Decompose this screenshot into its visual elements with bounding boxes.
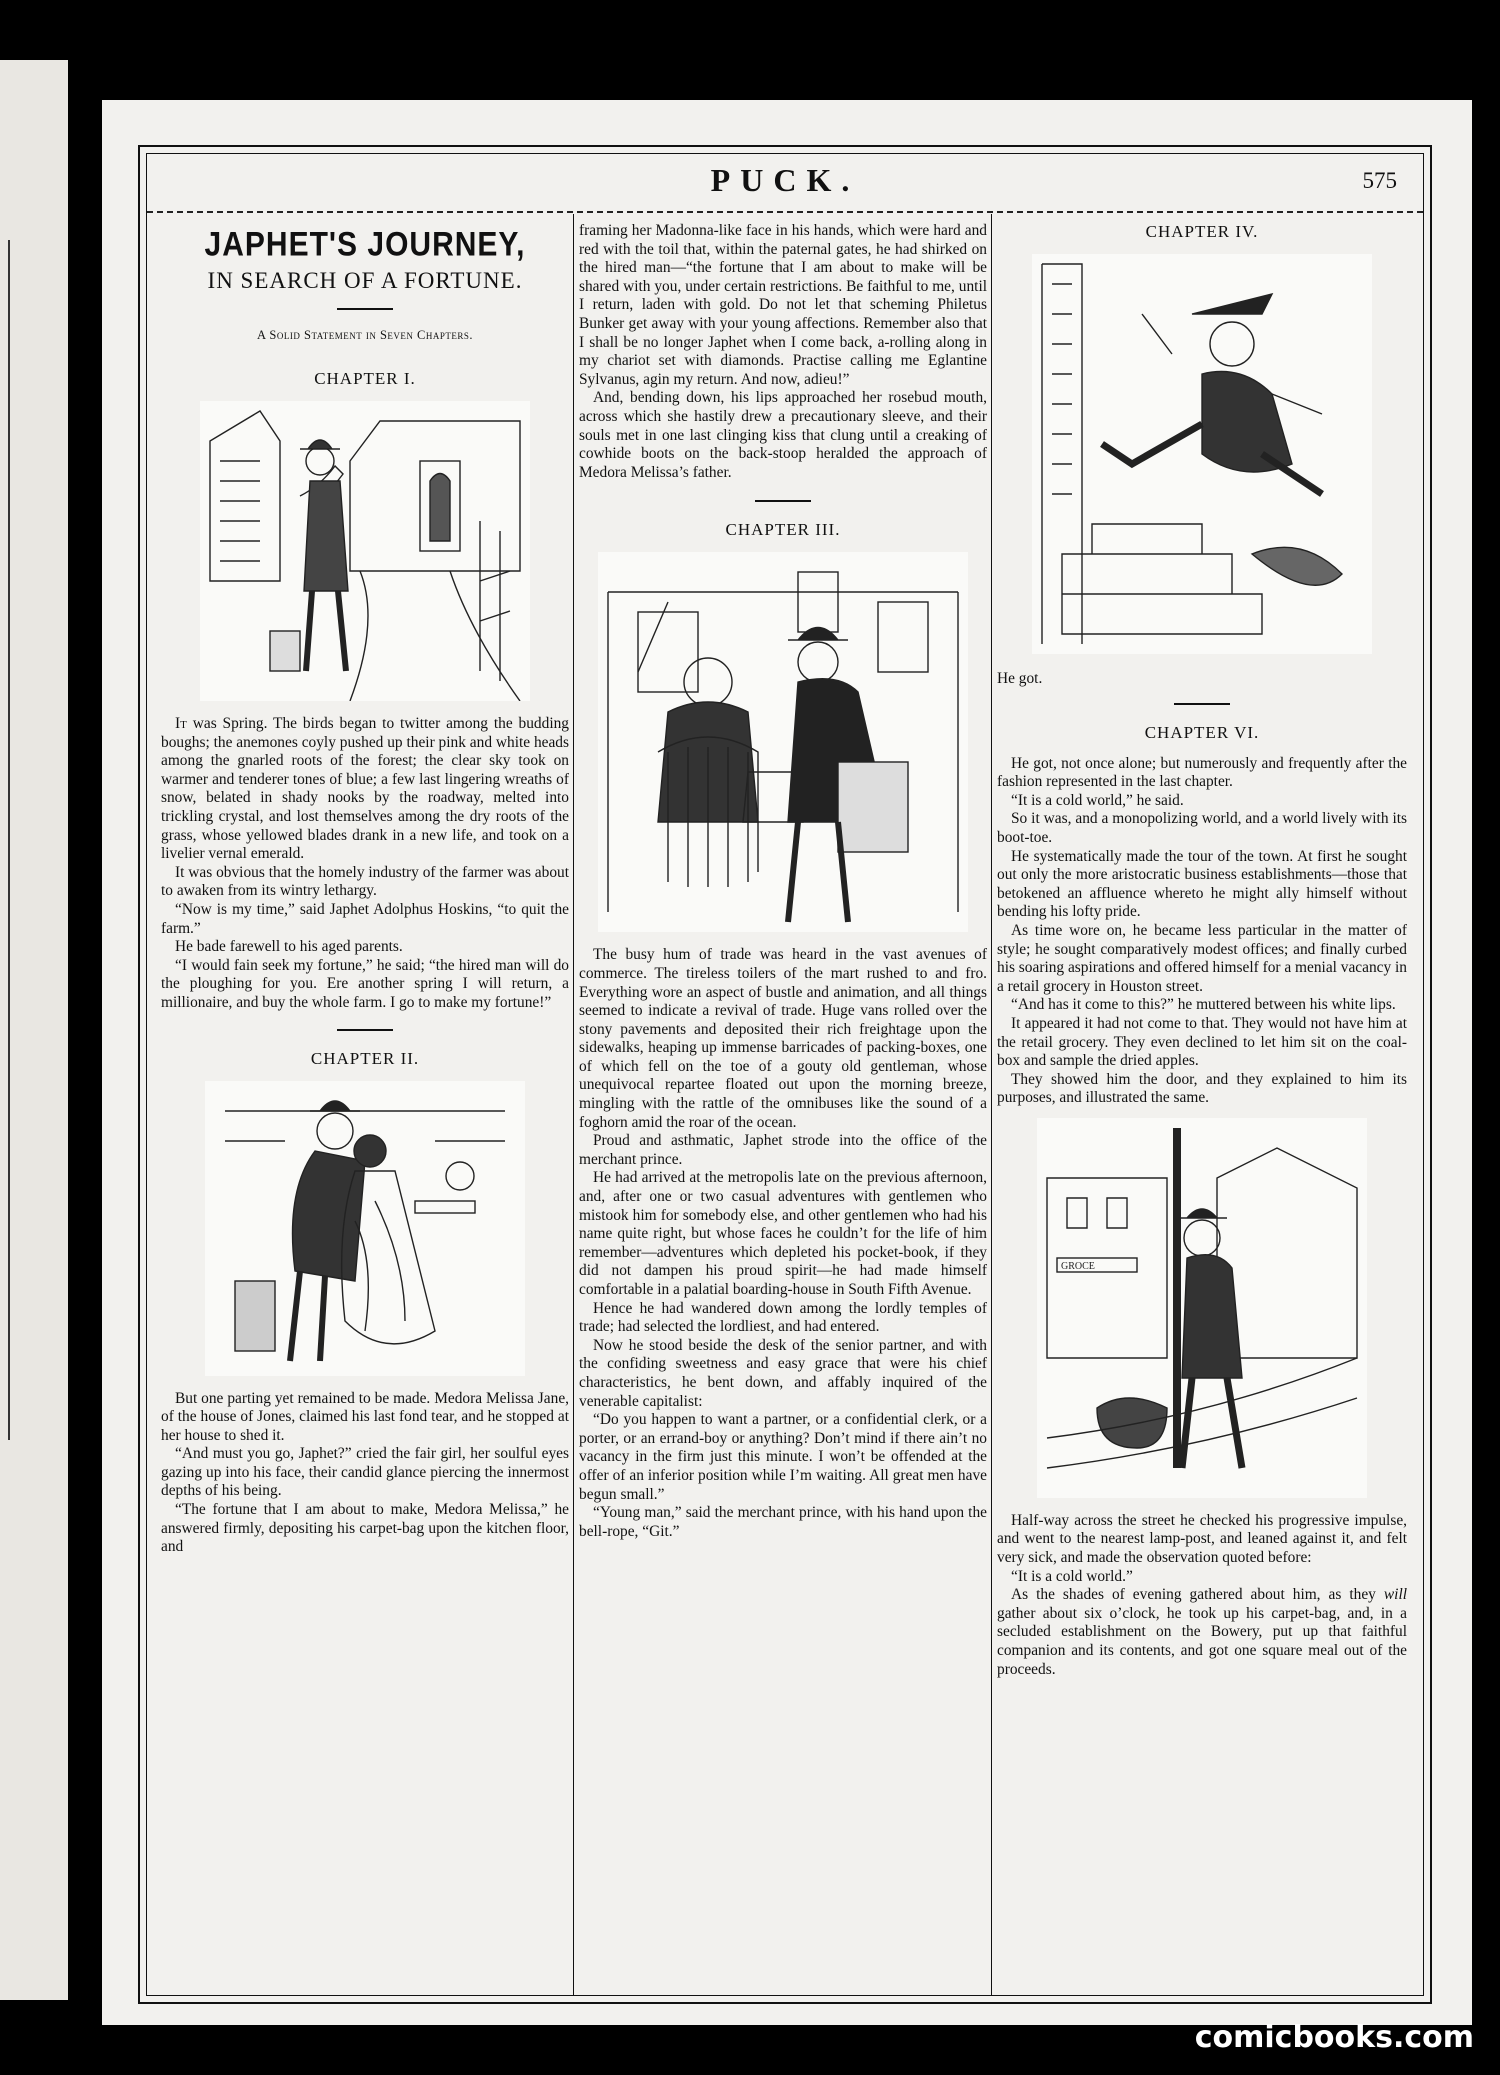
- column-2: [579, 222, 987, 1987]
- paragraph: He got, not once alone; but numerously and frequently after the fashion represented in the last chapter.: [997, 754, 1407, 791]
- paragraph: As time wore on, he became less particular in the matter of style; he sought comparatively modest offices; and finally curbed his soaring aspirations and offered himself for a menial vacancy in a retail grocery in Houston street.: [997, 921, 1408, 995]
- paragraph: “And has it come to this?” he muttered between his white lips.: [1011, 996, 1396, 1014]
- title-rule: [337, 308, 393, 310]
- illustration-kicked-out: [1032, 254, 1372, 654]
- story-subtitle: IN SEARCH OF A FORTUNE.: [207, 268, 523, 293]
- paragraph-text: was Spring. The birds began to twitter among the budding boughs; the anemones coyly pushed up their pink and white heads among the gnarled roots of the forest; the clear sky took on warmer and tenderer tones of blue; a few last lingering wreaths of snow, belated in shady nooks by the roadway, melted into trickling crystal, and lost themselves among the dry roots of the grass, whose yellowed blades drank in a new life, and took on a livelier vernal emerald.: [161, 715, 569, 863]
- story-statement: A Solid Statement in Seven Chapters.: [256, 328, 474, 342]
- chapter-heading: CHAPTER II.: [310, 1048, 420, 1068]
- illustration-farewell-farm: [200, 401, 530, 701]
- previous-page-rule: [8, 240, 10, 1440]
- paragraph: He bade farewell to his aged parents.: [175, 938, 403, 956]
- emphasis: will: [1383, 1586, 1407, 1604]
- chapter-heading: CHAPTER VI.: [1144, 722, 1260, 742]
- column-3: [997, 222, 1407, 1987]
- paragraph: Half-way across the street he checked his progressive impulse, and went to the nearest lamp-post, and leaned against it, and felt very sick, and made the observation quoted before:: [997, 1511, 1407, 1567]
- paragraph: They showed him the door, and they explained to him its purposes, and illustrated the same.: [997, 1070, 1407, 1107]
- story-title: JAPHET'S JOURNEY,: [204, 225, 526, 264]
- paragraph: “The fortune that I am about to make, Medora Melissa,” he answered firmly, depositing his carpet-bag upon the kitchen floor, and: [161, 1501, 569, 1556]
- paragraph: He had arrived at the metropolis late on the previous afternoon, and, after one or two casual adventures with gentlemen who mistook him for somebody else, and other gentlemen who had his name quite right, but whose faces he couldn’t for the life of him remember—adventures which depleted his pocket-book, if they did not dampen his proud spirit—he had made himself comfortable in a palatial boarding-house in South Fifth Avenue.: [579, 1169, 987, 1298]
- caption: He got.: [997, 670, 1043, 687]
- magazine-page: [102, 100, 1472, 2025]
- page-frame-inner: [146, 153, 1424, 1996]
- illustration-merchant-office: [598, 552, 968, 932]
- paragraph: “It is a cold world.”: [1011, 1567, 1133, 1585]
- section-rule: [1174, 703, 1230, 705]
- paragraph: But one parting yet remained to be made. Medora Melissa Jane, of the house of Jones, claimed his last fond tear, and he stopped at her house to shed it.: [161, 1389, 569, 1444]
- paragraph-text: gather about six o’clock, he took up his carpet-bag, and, in a secluded establishment on the Bowery, put up that faithful companion and its contents, and got one square meal out of the proceeds.: [997, 1604, 1407, 1678]
- page-number: 575: [1362, 168, 1397, 193]
- grocery-sign-text: GROCE: [1061, 1260, 1095, 1272]
- paragraph-text: As the shades of evening gathered about him, as they: [1011, 1586, 1384, 1604]
- paragraph: “Do you happen to want a partner, or a confidential clerk, or a porter, or an errand-boy or anything? Don’t mind if there ain’t no vacancy in the firm just this minute. I won’t be offended at the offer of an inferior position while I’m waiting. All great men have begun small.”: [579, 1411, 987, 1503]
- paragraph: framing her Madonna-like face in his hands, which were hard and red with the toil that, within the paternal gates, he had shirked on the hired man—“the fortune that I am about to make will be shared with you, under certain restrictions. Be faithful to me, until I return, laden with gold. Do not let that scheming Philetus Bunker get away with your young affections. Remember also that I shall be no longer Japhet when I come back, a-rolling along in my chariot set with diamonds. Practise calling me Eglantine Sylvanus, agin my return. And now, adieu!”: [579, 222, 987, 388]
- paragraph: “And must you go, Japhet?” cried the fair girl, her soulful eyes gazing up into his face, their candid glance piercing the innermost depths of his being.: [161, 1445, 569, 1500]
- chapter-heading: CHAPTER III.: [725, 520, 841, 540]
- column-rule-2: [991, 214, 992, 1995]
- section-rule: [755, 500, 811, 502]
- previous-page-edge: [0, 60, 68, 2000]
- watermark: comicbooks.com: [1194, 2020, 1474, 2055]
- paragraph: Now he stood beside the desk of the senior partner, and with the confiding sweetness and easy grace that were his chief characteristics, he bent down, and affably inquired of the venerable capitalist:: [579, 1336, 987, 1410]
- paragraph: Hence he had wandered down among the lordly temples of trade; had selected the lordliest, and had entered.: [579, 1299, 987, 1336]
- column-1: [161, 222, 569, 1987]
- paragraph: It appeared it had not come to that. They would not have him at the retail grocery. They even declined to let him sit on the coal-box and sample the dried apples.: [997, 1014, 1407, 1070]
- paragraph: “Young man,” said the merchant prince, with his hand upon the bell-rope, “Git.”: [579, 1504, 987, 1540]
- paragraph: He systematically made the tour of the town. At first he sought out only the more aristocratic business establishments—those that betokened an affluence whereto he might ally himself without bending his lofty pride.: [997, 847, 1407, 921]
- paragraph: It was obvious that the homely industry of the farmer was about to awaken from its wintry lethargy.: [161, 863, 569, 900]
- paragraph: So it was, and a monopolizing world, and a world lively with its boot-toe.: [997, 810, 1407, 846]
- paragraph: “I would fain seek my fortune,” he said; “the hired man will do the ploughing for you. Ere another spring I will return, a millionaire, and buy the whole farm. I go to make my fortune!”: [161, 956, 569, 1011]
- chapter-heading: CHAPTER IV.: [1145, 222, 1259, 241]
- chapter-heading: CHAPTER I.: [314, 369, 416, 388]
- section-rule: [337, 1029, 393, 1031]
- page-frame: [138, 145, 1432, 2004]
- paragraph: Proud and asthmatic, Japhet strode into the office of the merchant prince.: [579, 1132, 987, 1168]
- masthead: [147, 162, 1423, 204]
- paragraph: The busy hum of trade was heard in the vast avenues of commerce. The tireless toilers of the mart rushed to and fro. Everything wore an aspect of bustle and animation, and all things seemed to indicate a revival of trade. Huge vans rolled over the stony pavements and deposited their rich freightage upon the sidewalks, heaping up immense barricades of packing-boxes, one of which fell on the toe of a gouty old gentleman, whose unequivocal repartee floated out upon the morning breeze, mingling with the rattle of the omnibuses like the sound of a foghorn amid the roar of the ocean.: [579, 946, 987, 1131]
- illustration-lamp-post: [1037, 1118, 1367, 1498]
- paragraph: And, bending down, his lips approached her rosebud mouth, across which she hastily drew a precautionary sleeve, and their souls met in one last clinging kiss that clung until a creaking of cowhide boots on the back-stoop heralded the approach of Medora Melissa’s father.: [579, 389, 987, 481]
- column-rule-1: [573, 214, 574, 1995]
- paragraph: “It is a cold world,” he said.: [1011, 791, 1184, 809]
- paragraph: [161, 715, 569, 864]
- drop-word: It: [175, 715, 187, 732]
- masthead-rule: [147, 211, 1423, 213]
- illustration-kiss: [205, 1081, 525, 1376]
- masthead-title: PUCK.: [710, 162, 860, 198]
- paragraph: “Now is my time,” said Japhet Adolphus Hoskins, “to quit the farm.”: [161, 900, 569, 937]
- paragraph: [997, 1586, 1407, 1679]
